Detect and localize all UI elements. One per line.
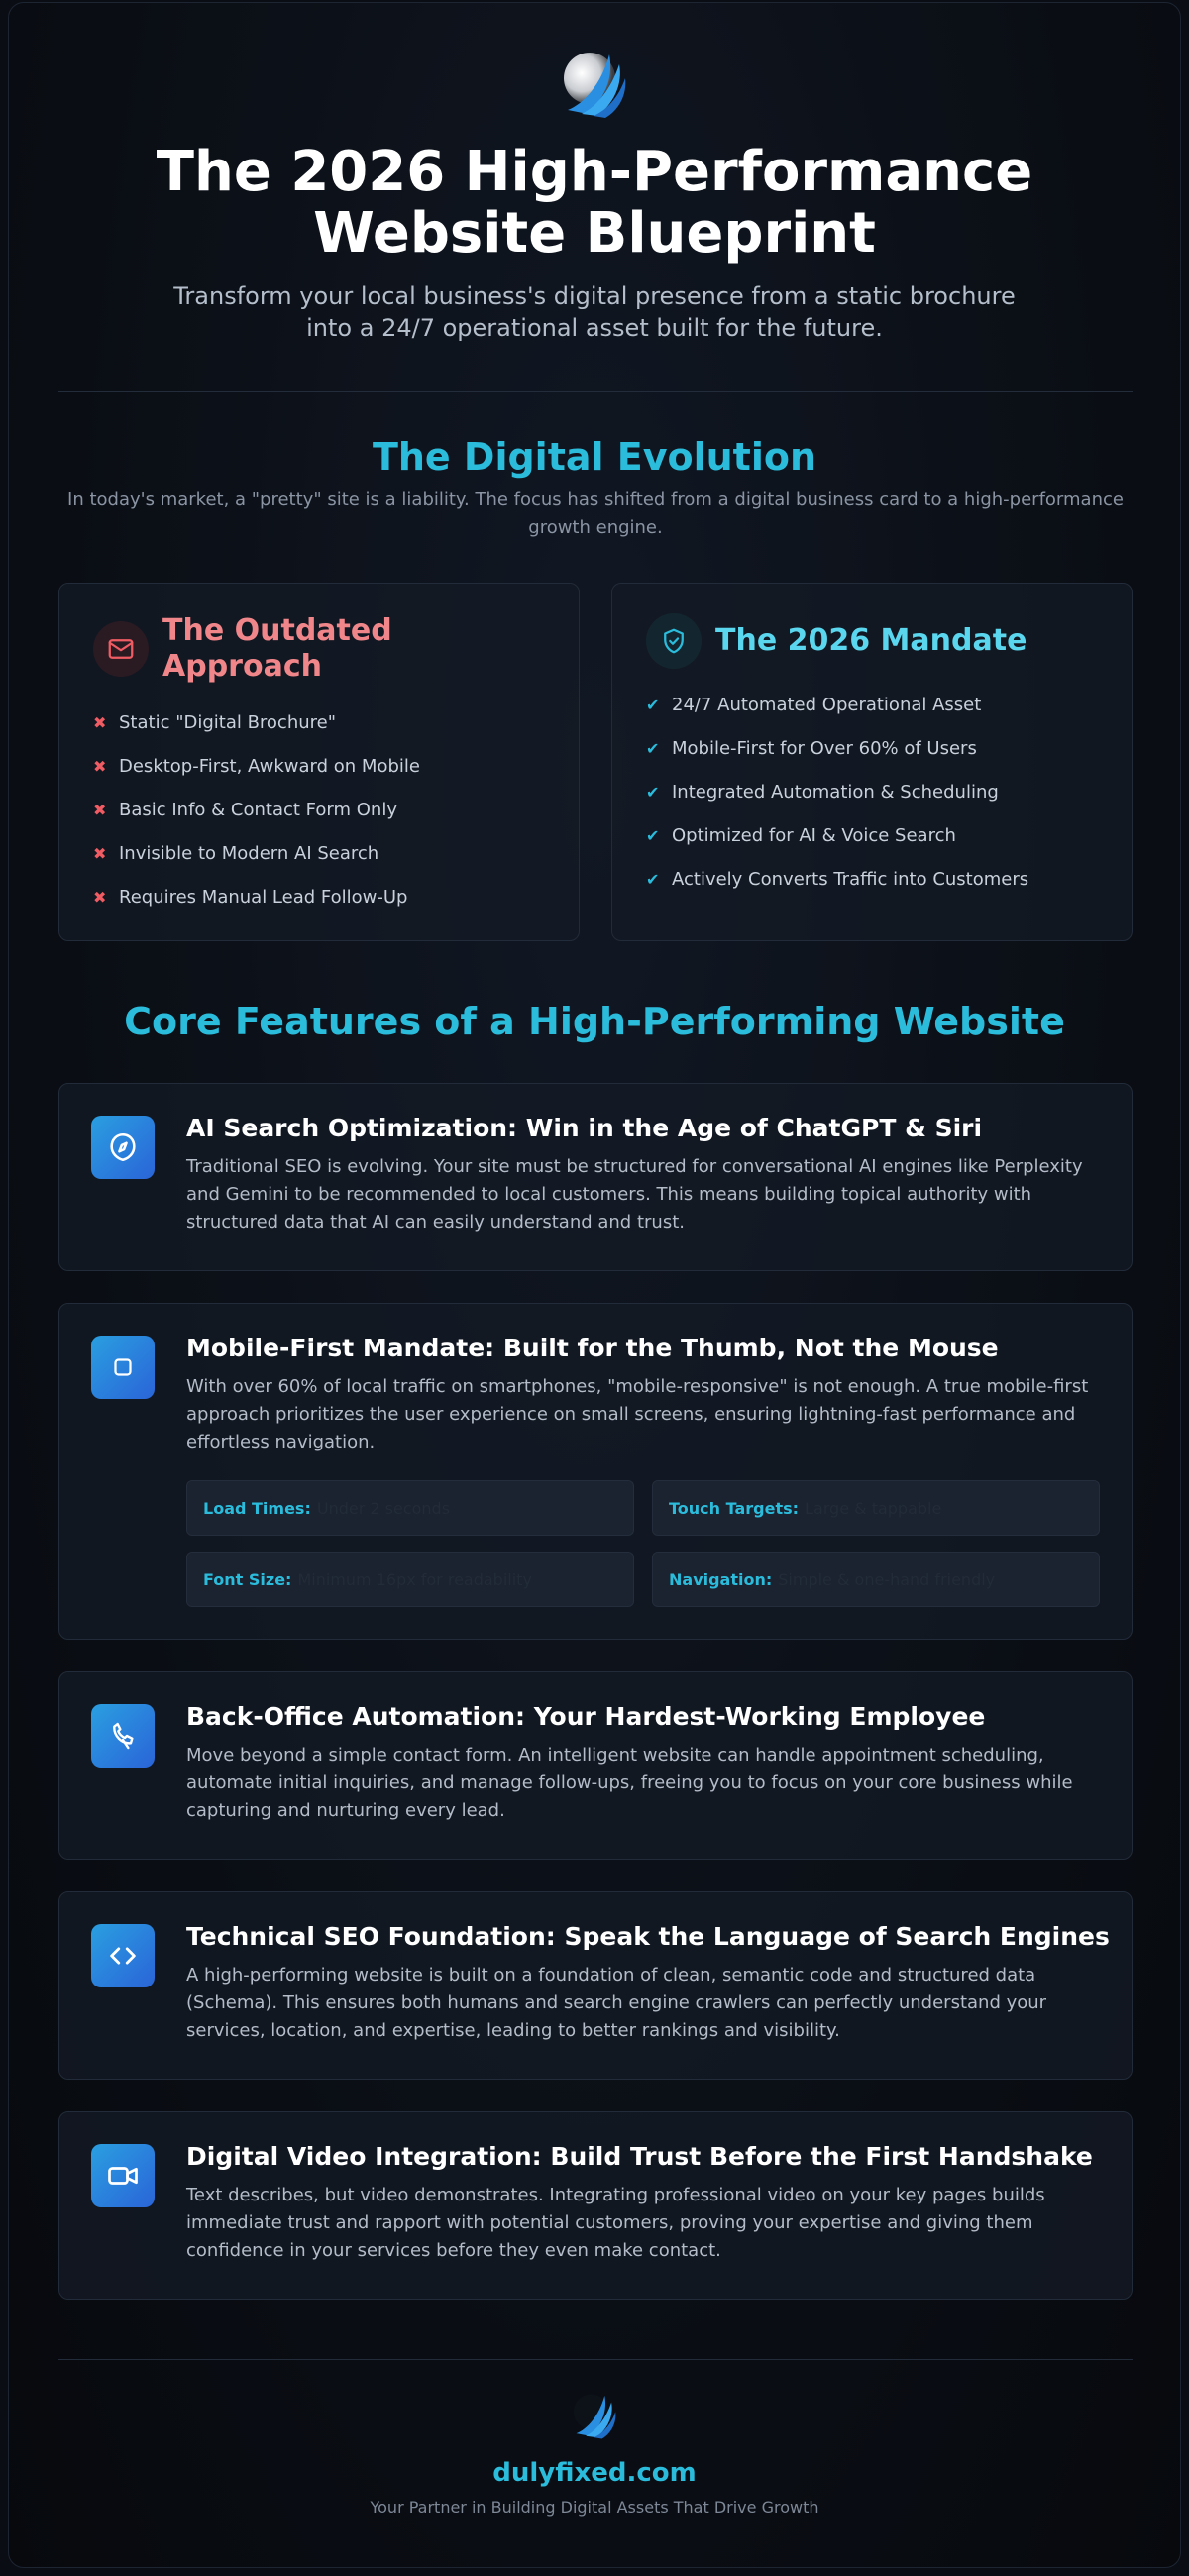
list-item bbox=[646, 726, 1028, 770]
feature-card-automation bbox=[58, 1671, 1133, 1860]
cross-icon: ✖ bbox=[93, 712, 107, 732]
cross-icon: ✖ bbox=[93, 800, 107, 819]
check-icon: ✔ bbox=[646, 825, 660, 845]
mandate-title: The 2026 Mandate bbox=[715, 623, 1027, 658]
code-icon bbox=[91, 1924, 155, 1987]
brand-logo bbox=[554, 45, 635, 126]
cross-icon: ✖ bbox=[93, 843, 107, 863]
spec-value: Large & tappable bbox=[805, 1498, 942, 1518]
video-icon bbox=[91, 2144, 155, 2207]
list-item-label: Integrated Automation & Scheduling bbox=[672, 781, 999, 803]
evolution-heading: The Digital Evolution bbox=[372, 435, 817, 479]
brand-logo bbox=[567, 2389, 622, 2444]
list-item bbox=[93, 831, 420, 875]
list-item-label: Mobile-First for Over 60% of Users bbox=[672, 737, 977, 759]
list-item-label: Requires Manual Lead Follow-Up bbox=[119, 886, 408, 908]
footer-tagline: Your Partner in Building Digital Assets That Drive Growth bbox=[370, 2498, 819, 2517]
outdated-list bbox=[93, 700, 420, 918]
list-item-label: Static "Digital Brochure" bbox=[119, 711, 337, 733]
cross-icon: ✖ bbox=[93, 887, 107, 907]
feature-description: Move beyond a simple contact form. An intelligent website can handle appointment scheduling, automate initial inquiries, and manage follow-ups, freeing you to focus on your core business while capturing and nurturing every lead. bbox=[186, 1745, 1073, 1821]
list-item-label: Desktop-First, Awkward on Mobile bbox=[119, 755, 420, 777]
feature-card-video bbox=[58, 2111, 1133, 2300]
feature-title: AI Search Optimization: Win in the Age of ChatGPT & Siri bbox=[186, 1114, 983, 1142]
shield-check-icon bbox=[646, 613, 702, 669]
spec-key: Navigation: bbox=[669, 1569, 773, 1589]
list-item-label: 24/7 Automated Operational Asset bbox=[672, 694, 982, 715]
list-item bbox=[646, 770, 1028, 813]
list-item-label: Basic Info & Contact Form Only bbox=[119, 799, 397, 820]
check-icon: ✔ bbox=[646, 869, 660, 889]
list-item-label: Optimized for AI & Voice Search bbox=[672, 824, 956, 846]
feature-card-mobile-first bbox=[58, 1303, 1133, 1640]
feature-title: Back-Office Automation: Your Hardest-Working Employee bbox=[186, 1702, 986, 1731]
mandate-card bbox=[611, 583, 1133, 941]
divider bbox=[58, 2359, 1133, 2360]
list-item-label: Actively Converts Traffic into Customers bbox=[672, 868, 1029, 890]
infographic-frame bbox=[8, 2, 1181, 2568]
list-item bbox=[93, 744, 420, 788]
spec-value: Under 2 seconds bbox=[316, 1498, 451, 1518]
list-item bbox=[646, 813, 1028, 857]
spec-key: Font Size: bbox=[203, 1569, 292, 1589]
footer-domain-link[interactable]: dulyfixed.com bbox=[492, 2458, 697, 2488]
feature-description: Text describes, but video demonstrates. Integrating professional video on your key pages builds immediate trust and rapport with potential customers, proving your expertise and giving them confidence in your services before they even make contact. bbox=[186, 2185, 1045, 2261]
feature-description: A high-performing website is built on a foundation of clean, semantic code and structured data (Schema). This ensures both humans and search engine crawlers can perfectly understand your services, location, and expertise, leading to better rankings and visibility. bbox=[186, 1965, 1047, 2041]
feature-title: Technical SEO Foundation: Speak the Language of Search Engines bbox=[186, 1922, 1110, 1951]
feature-description: Traditional SEO is evolving. Your site must be structured for conversational AI engines like Perplexity and Gemini to be recommended to local customers. This means building topical authority with structured data that AI can easily understand and trust. bbox=[186, 1156, 1083, 1233]
spec-font-size bbox=[186, 1552, 634, 1607]
list-item bbox=[646, 857, 1028, 901]
feature-card-ai-search bbox=[58, 1083, 1133, 1271]
list-item bbox=[93, 700, 420, 744]
list-item bbox=[646, 683, 1028, 726]
spec-value: Minimum 16px for readability bbox=[297, 1569, 532, 1589]
outdated-approach-card bbox=[58, 583, 580, 941]
check-icon: ✔ bbox=[646, 782, 660, 802]
spec-value: Simple & one-hand friendly bbox=[778, 1569, 996, 1589]
core-features-heading: Core Features of a High-Performing Website bbox=[124, 1000, 1065, 1043]
spec-navigation bbox=[652, 1552, 1100, 1607]
feature-card-technical-seo bbox=[58, 1891, 1133, 2080]
divider bbox=[58, 391, 1133, 392]
spec-key: Load Times: bbox=[203, 1498, 311, 1518]
list-item-label: Invisible to Modern AI Search bbox=[119, 842, 379, 864]
mobile-icon bbox=[91, 1336, 155, 1399]
page-title: The 2026 High-Performance Website Blueprint bbox=[156, 140, 1033, 266]
phone-icon bbox=[91, 1704, 155, 1768]
spec-load-times bbox=[186, 1480, 634, 1536]
cross-icon: ✖ bbox=[93, 756, 107, 776]
feature-description: With over 60% of local traffic on smartphones, "mobile-responsive" is not enough. A true mobile-first approach prioritizes the user experience on small screens, ensuring lightning-fast performance and effortless navigation. bbox=[186, 1376, 1089, 1452]
compass-icon bbox=[91, 1116, 155, 1179]
mandate-list bbox=[646, 683, 1028, 901]
spec-key: Touch Targets: bbox=[669, 1498, 800, 1518]
list-item bbox=[93, 875, 420, 918]
check-icon: ✔ bbox=[646, 738, 660, 758]
mail-icon bbox=[93, 621, 149, 677]
feature-title: Mobile-First Mandate: Built for the Thumb, Not the Mouse bbox=[186, 1334, 999, 1362]
list-item bbox=[93, 788, 420, 831]
outdated-title: The Outdated Approach bbox=[162, 613, 392, 684]
feature-title: Digital Video Integration: Build Trust Before the First Handshake bbox=[186, 2142, 1093, 2171]
evolution-subtitle: In today's market, a "pretty" site is a liability. The focus has shifted from a digital business card to a high-performance growth engine. bbox=[67, 489, 1124, 538]
page-subtitle: Transform your local business's digital presence from a static brochure into a 24/7 operational asset built for the future. bbox=[173, 282, 1016, 342]
spec-touch-targets bbox=[652, 1480, 1100, 1536]
check-icon: ✔ bbox=[646, 695, 660, 714]
